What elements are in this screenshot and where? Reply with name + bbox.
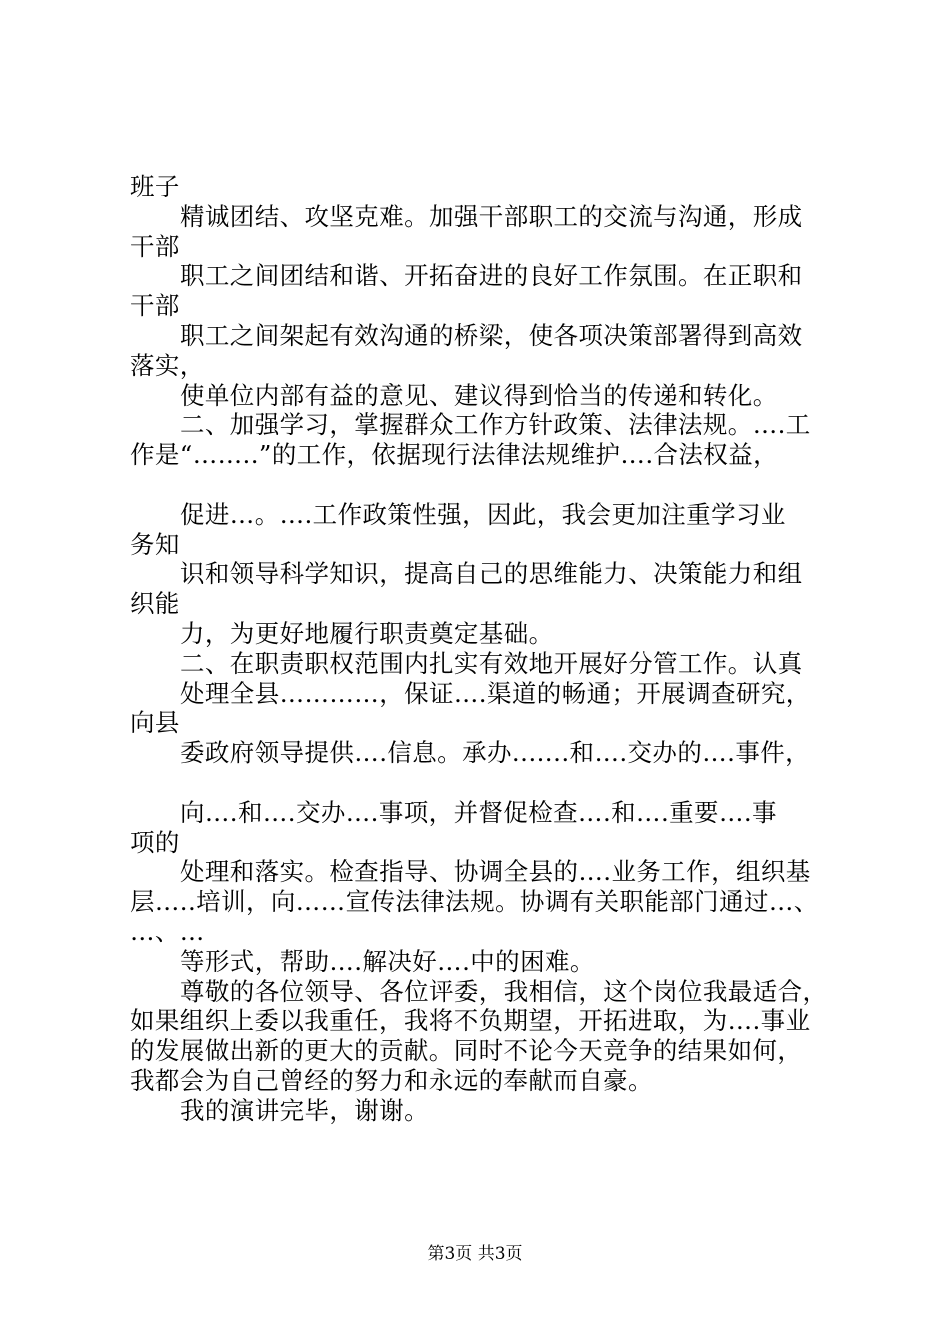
text-line: 识和领导科学知识，提高自己的思维能力、决策能力和组 (180, 559, 803, 589)
body-text (130, 172, 830, 1126)
text-line: 委政府领导提供….信息。承办..…..和….交办的….事件， (180, 738, 811, 768)
text-line: 项的 (130, 827, 180, 857)
text-line: 干部 (130, 291, 180, 321)
text-line: 落实， (130, 350, 205, 380)
text-line: 使单位内部有益的意见、建议得到恰当的传递和转化。 (180, 380, 778, 410)
text-line: 我的演讲完毕，谢谢。 (180, 1095, 429, 1125)
text-line: 二、在职责职权范围内扎实有效地开展好分管工作。认真 (180, 648, 803, 678)
text-line: 力，为更好地履行职责奠定基础。 (180, 618, 554, 648)
blank-line (130, 768, 830, 798)
text-line: 职工之间架起有效沟通的桥梁，使各项决策部署得到高效 (180, 320, 803, 350)
text-line: 二、加强学习，掌握群众工作方针政策、法律法规。….工 (180, 410, 811, 440)
text-line: 处理全县…………，保证….渠道的畅通；开展调查研究， (180, 678, 811, 708)
page-footer: 第3页 共3页 (427, 1244, 523, 1264)
text-line: 我都会为自己曾经的努力和永远的奉献而自豪。 (130, 1065, 653, 1095)
text-line: 向….和….交办….事项，并督促检查….和….重要….事 (180, 797, 777, 827)
text-line: 作是“……..”的工作，依据现行法律法规维护….合法权益， (130, 440, 779, 470)
text-line: 等形式，帮助….解决好….中的困难。 (180, 946, 595, 976)
text-line: 织能 (130, 589, 180, 619)
text-line: …、… (130, 916, 205, 946)
text-line: 班子 (130, 172, 180, 201)
text-line: 职工之间团结和谐、开拓奋进的良好工作氛围。在正职和 (180, 261, 803, 291)
text-line: 向县 (130, 708, 180, 738)
text-line: 处理和落实。检查指导、协调全县的….业务工作，组织基 (180, 857, 811, 887)
blank-line (130, 470, 830, 500)
text-line: 的发展做出新的更大的贡献。同时不论今天竞争的结果如何， (130, 1036, 803, 1066)
text-line: 如果组织上委以我重任，我将不负期望，开拓进取，为….事业 (130, 1006, 811, 1036)
text-line: 务知 (130, 529, 180, 559)
text-line: 层…..培训，向……宣传法律法规。协调有关职能部门通过…、 (130, 887, 819, 917)
text-line: 干部 (130, 231, 180, 261)
text-line: 尊敬的各位领导、各位评委，我相信，这个岗位我最适合， (180, 976, 828, 1006)
text-line: 精诚团结、攻坚克难。加强干部职工的交流与沟通，形成 (180, 201, 803, 231)
text-line: 促进…。….工作政策性强，因此，我会更加注重学习业 (180, 499, 786, 529)
